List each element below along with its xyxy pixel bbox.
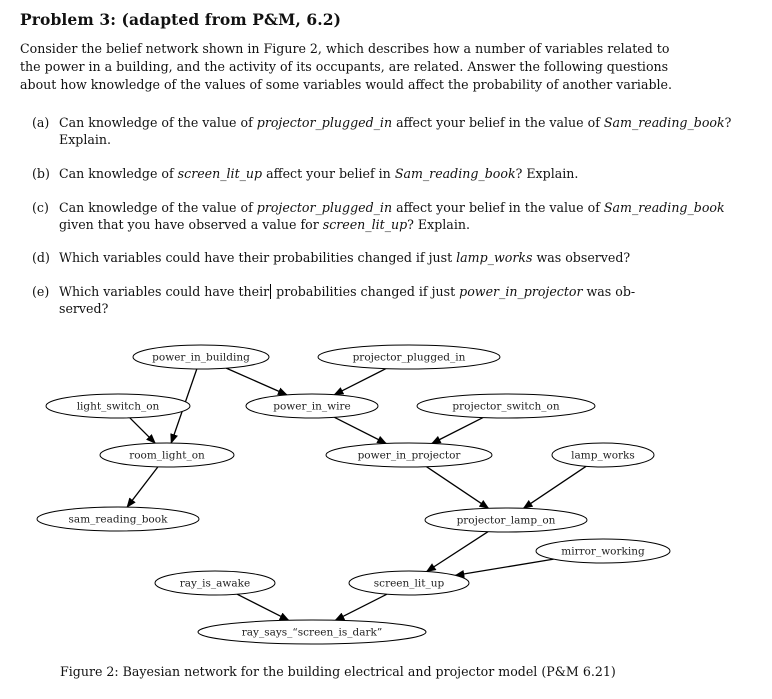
node-power-in-wire <box>246 394 378 418</box>
node-label: room_light_on <box>129 449 205 462</box>
node-projector-switch-on <box>417 394 595 418</box>
node-power-in-building <box>133 345 269 369</box>
edge-arrow <box>455 559 553 575</box>
node-label: light_switch_on <box>76 400 160 413</box>
edge-arrow <box>427 532 488 572</box>
variable-name: projector_plugged_in <box>256 200 393 215</box>
variable-name: screen_lit_up <box>177 166 263 181</box>
intro-line: Consider the belief network shown in Figure 2, which describes how a number of variables related to <box>20 41 670 56</box>
edge-arrow <box>130 418 155 443</box>
variable-name: projector_plugged_in <box>256 115 393 130</box>
node-label: projector_switch_on <box>452 400 560 413</box>
figure-caption: Figure 2: Bayesian network for the building electrical and projector model (P&M 6.21) <box>60 664 616 679</box>
edge-arrow <box>432 418 483 444</box>
node-label: projector_plugged_in <box>352 351 466 364</box>
question-label: (c) <box>32 200 49 215</box>
node-label: power_in_building <box>152 351 250 364</box>
node-mirror-working <box>536 539 670 563</box>
question-text-line2: given that you have observed a value for screen_lit_up? Explain. <box>59 217 470 232</box>
question-label: (b) <box>32 166 50 181</box>
node-ray-says-screen-is-dark <box>198 620 426 644</box>
node-sam-reading-book <box>37 507 199 531</box>
edge-arrow <box>226 368 287 395</box>
edge-arrow <box>427 467 489 509</box>
node-room-light-on <box>100 443 234 467</box>
edge-arrow <box>524 466 587 508</box>
intro-line: about how knowledge of the values of some variables would affect the probability of another variable. <box>20 77 672 92</box>
node-screen-lit-up <box>349 571 469 595</box>
question-label: (d) <box>32 250 50 265</box>
node-label: ray_is_awake <box>179 577 251 590</box>
question-text: Which variables could have their probabilities changed if just lamp_works was observed? <box>59 250 631 265</box>
node-label: projector_lamp_on <box>456 514 556 527</box>
question-text-line2: served? <box>59 301 109 316</box>
text-cursor <box>270 284 271 299</box>
intro-line: the power in a building, and the activity of its occupants, are related. Answer the following questions <box>20 59 669 74</box>
question-text: Can knowledge of the value of projector_plugged_in affect your belief in the value of Sam_reading_book? <box>59 115 732 130</box>
node-label: sam_reading_book <box>68 513 168 526</box>
edge-arrow <box>334 417 386 443</box>
node-lamp-works <box>552 443 654 467</box>
problem-title: Problem 3: (adapted from P&M, 6.2) <box>20 10 342 29</box>
node-label: power_in_wire <box>273 400 351 413</box>
question-text: Can knowledge of screen_lit_up affect your belief in Sam_reading_book? Explain. <box>59 166 579 181</box>
question-text-line2: Explain. <box>59 132 112 147</box>
variable-name: Sam_reading_book <box>603 200 725 215</box>
variable-name: Sam_reading_book <box>603 115 725 130</box>
node-projector-plugged-in <box>318 345 500 369</box>
variable-name: screen_lit_up <box>322 217 408 232</box>
question-label: (e) <box>32 284 50 299</box>
node-ray-is-awake <box>155 571 275 595</box>
edge-arrow <box>334 369 386 395</box>
edge-arrow <box>127 467 158 507</box>
node-label: ray_says_“screen_is_dark” <box>241 626 383 639</box>
edge-arrow <box>237 594 289 620</box>
variable-name: Sam_reading_book <box>394 166 516 181</box>
node-light-switch-on <box>46 394 190 418</box>
variable-name: lamp_works <box>456 250 533 265</box>
node-power-in-projector <box>326 443 492 467</box>
question-text: Can knowledge of the value of projector_plugged_in affect your belief in the value of Sam_reading_book <box>59 200 725 215</box>
node-label: lamp_works <box>571 449 635 462</box>
variable-name: power_in_projector <box>459 284 583 299</box>
node-label: mirror_working <box>561 545 645 558</box>
node-label: power_in_projector <box>357 449 461 462</box>
node-label: screen_lit_up <box>373 577 445 590</box>
question-text: Which variables could have their probabilities changed if just power_in_projector was ob- <box>59 284 636 299</box>
question-label: (a) <box>32 115 50 130</box>
node-projector-lamp-on <box>425 508 587 532</box>
bayesian-network-diagram <box>0 335 772 655</box>
intro-paragraph <box>20 40 710 94</box>
edge-arrow <box>335 594 387 620</box>
